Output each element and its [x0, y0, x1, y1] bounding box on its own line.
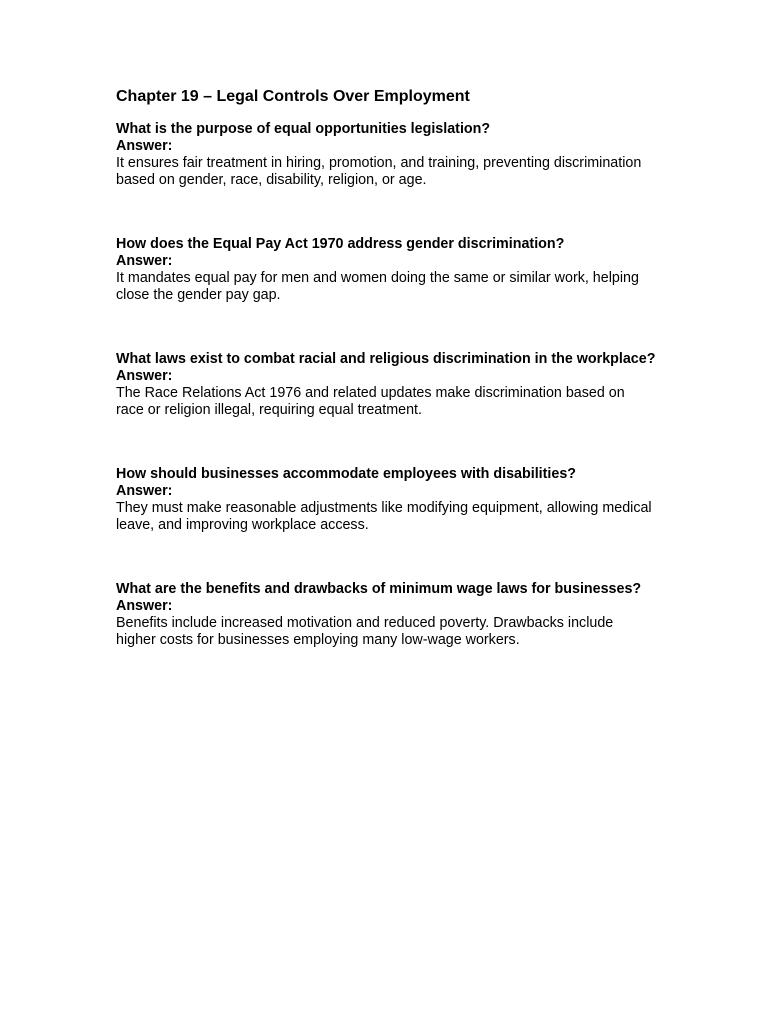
document-page [116, 87, 656, 649]
answer-4: They must make reasonable adjustments like modifying equipment, allowing medical leave, and improving workplace access. [116, 500, 652, 533]
answer-2: It mandates equal pay for men and women doing the same or similar work, helping close the gender pay gap. [116, 270, 639, 303]
question-1: What is the purpose of equal opportunities legislation? [116, 121, 491, 137]
question-3: What laws exist to combat racial and religious discrimination in the workplace? [116, 351, 656, 367]
answer-1: It ensures fair treatment in hiring, promotion, and training, preventing discrimination based on gender, race, disability, religion, or age. [116, 155, 642, 188]
answer-label-5: Answer: [116, 598, 173, 614]
answer-label-2: Answer: [116, 253, 173, 269]
qa-item-4 [116, 466, 656, 534]
page-title: Chapter 19 – Legal Controls Over Employment [116, 88, 470, 105]
question-2: How does the Equal Pay Act 1970 address gender discrimination? [116, 236, 565, 252]
qa-item-3 [116, 351, 656, 419]
answer-5: Benefits include increased motivation and reduced poverty. Drawbacks include higher costs for businesses employing many low-wage workers. [116, 615, 614, 648]
question-5: What are the benefits and drawbacks of minimum wage laws for businesses? [116, 581, 642, 597]
answer-label-1: Answer: [116, 138, 173, 154]
qa-item-5 [116, 581, 656, 649]
answer-label-3: Answer: [116, 368, 173, 384]
answer-label-4: Answer: [116, 483, 173, 499]
question-4: How should businesses accommodate employees with disabilities? [116, 466, 577, 482]
answer-3: The Race Relations Act 1976 and related updates make discrimination based on race or religion illegal, requiring equal treatment. [116, 385, 625, 418]
qa-item-1 [116, 121, 656, 189]
qa-item-2 [116, 236, 656, 304]
